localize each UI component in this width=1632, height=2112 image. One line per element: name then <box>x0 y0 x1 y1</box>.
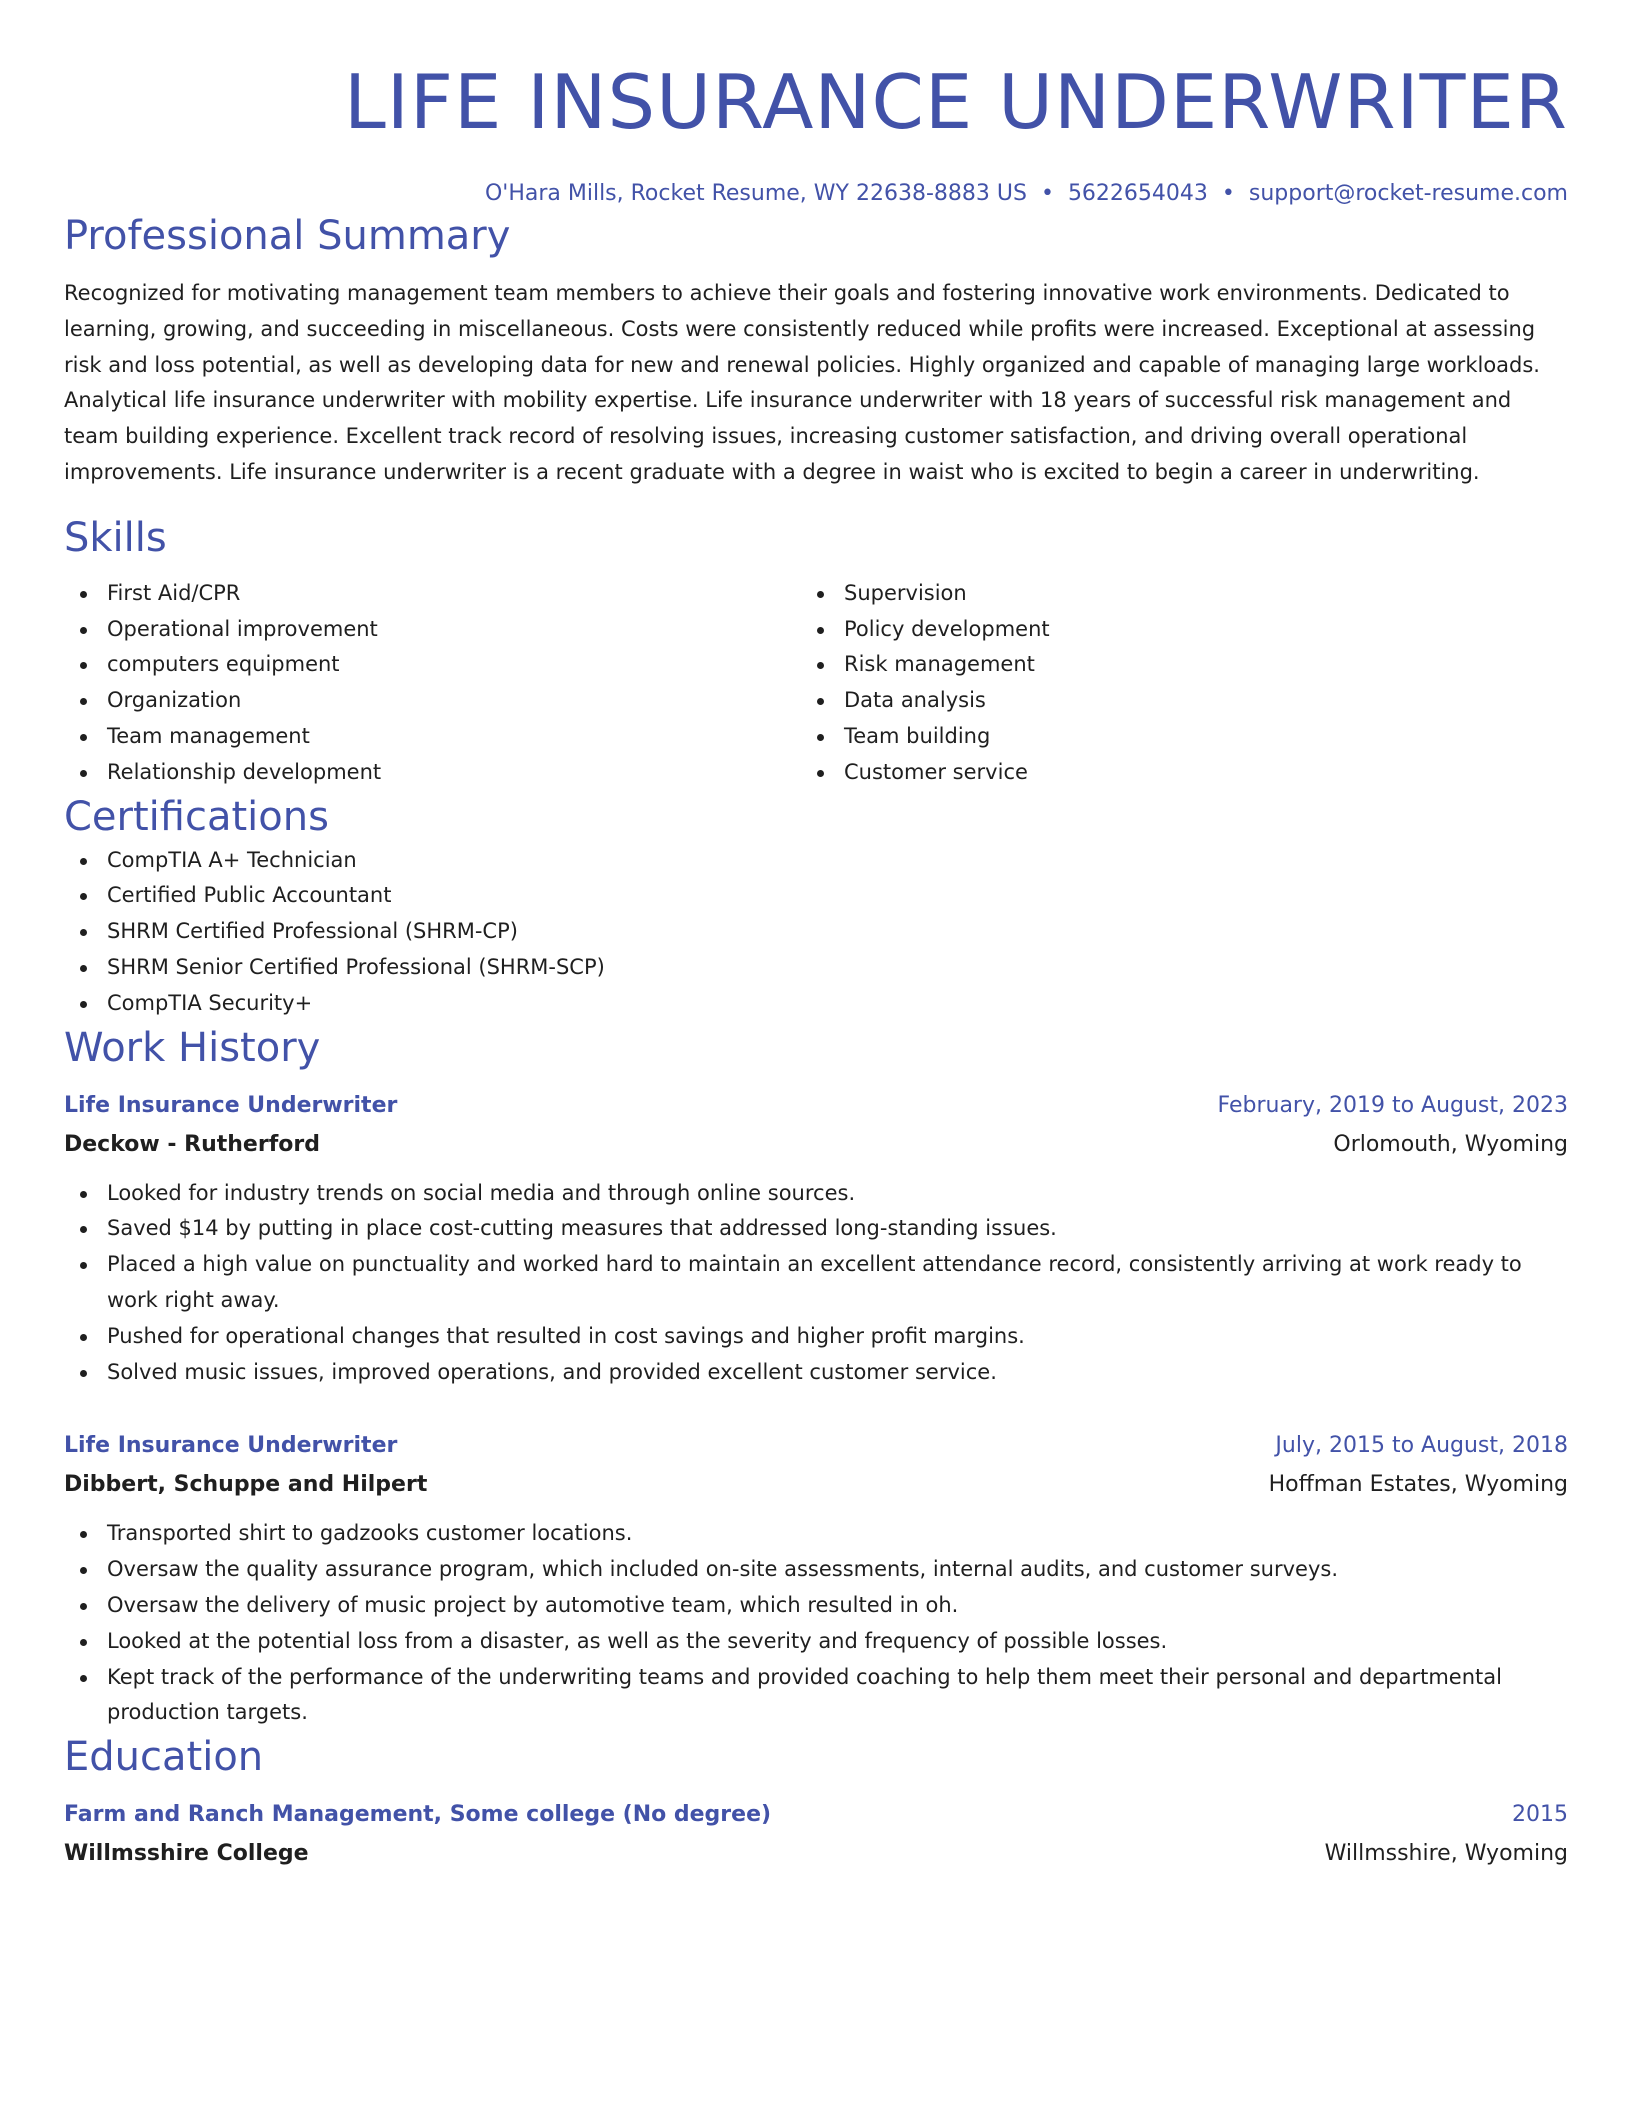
job-header-row <box>64 1426 1568 1466</box>
resume-header <box>64 0 1568 210</box>
skill-item: Team management <box>64 719 801 755</box>
education-location: Willmsshire, Wyoming <box>1324 1841 1568 1867</box>
job-location: Hoffman Estates, Wyoming <box>1268 1472 1568 1498</box>
certifications-list <box>64 843 1568 1022</box>
skill-item: Team building <box>801 719 1538 755</box>
skill-item: Supervision <box>801 576 1538 612</box>
summary-text: Recognized for motivating management team members to achieve their goals and fostering innovative work environments. Dedicated to learning, growing, and succeeding in miscellaneous. Costs were consistently reduced while profits were increased. Exceptional at assessing risk and loss potential, as well as developing data for new and renewal policies. Highly organized and capable of managing large workloads. Analytical life insurance underwriter with mobility expertise. Life insurance underwriter with 18 years of successful risk management and team building experience. Excellent track record of resolving issues, increasing customer satisfaction, and driving overall operational improvements. Life insurance underwriter is a recent graduate with a degree in waist who is excited to begin a career in underwriting. <box>64 281 1540 484</box>
certification-item: CompTIA A+ Technician <box>64 843 1568 879</box>
education-degree-row <box>64 1795 1568 1835</box>
job-entry <box>64 1426 1568 1731</box>
skill-item: Risk management <box>801 647 1538 683</box>
skill-item: computers equipment <box>64 647 801 683</box>
contact-email[interactable]: support@rocket-resume.com <box>1248 181 1568 206</box>
job-dates: February, 2019 to August, 2023 <box>1217 1092 1568 1118</box>
certifications-section <box>64 791 1568 1022</box>
education-school: Willmsshire College <box>64 1841 309 1867</box>
skills-heading: Skills <box>64 514 167 561</box>
job-employer: Dibbert, Schuppe and Hilpert <box>64 1472 428 1498</box>
skill-item: Relationship development <box>64 755 801 791</box>
job-bullet: Solved music issues, improved operations, and provided excellent customer service. <box>64 1355 1568 1391</box>
contact-line <box>64 178 1568 210</box>
skills-list-left <box>64 576 801 791</box>
candidate-title: LIFE INSURANCE UNDERWRITER <box>344 58 1568 146</box>
job-title: Life Insurance Underwriter <box>64 1092 398 1118</box>
job-location: Orlomouth, Wyoming <box>1333 1131 1568 1157</box>
job-entry <box>64 1086 1568 1391</box>
job-bullets <box>64 1176 1568 1391</box>
skill-item: Organization <box>64 683 801 719</box>
job-title: Life Insurance Underwriter <box>64 1433 398 1459</box>
education-heading: Education <box>64 1734 264 1781</box>
education-year: 2015 <box>1512 1802 1568 1828</box>
certification-item: CompTIA Security+ <box>64 986 1568 1022</box>
contact-address: O'Hara Mills, Rocket Resume, WY 22638-8883 US <box>484 181 1027 206</box>
skill-item: Operational improvement <box>64 612 801 648</box>
contact-phone[interactable]: 5622654043 <box>1067 181 1208 206</box>
contact-separator: • <box>1040 181 1054 206</box>
certification-item: Certified Public Accountant <box>64 878 1568 914</box>
job-employer-row <box>64 1466 1568 1504</box>
job-header-row <box>64 1086 1568 1126</box>
certification-item: SHRM Senior Certified Professional (SHRM-SCP) <box>64 950 1568 986</box>
certification-item: SHRM Certified Professional (SHRM-CP) <box>64 914 1568 950</box>
job-bullet: Oversaw the delivery of music project by automotive team, which resulted in oh. <box>64 1588 1568 1624</box>
education-degree: Farm and Ranch Management, Some college (No degree) <box>64 1802 772 1828</box>
skills-list-right <box>801 576 1538 791</box>
skill-item: First Aid/CPR <box>64 576 801 612</box>
job-dates: July, 2015 to August, 2018 <box>1275 1433 1568 1459</box>
job-bullet: Transported shirt to gadzooks customer locations. <box>64 1516 1568 1552</box>
job-bullets <box>64 1516 1568 1731</box>
skill-item: Data analysis <box>801 683 1538 719</box>
job-bullet: Kept track of the performance of the underwriting teams and provided coaching to help them meet their personal and departmental production targets. <box>64 1660 1568 1732</box>
job-bullet: Pushed for operational changes that resulted in cost savings and higher profit margins. <box>64 1319 1568 1355</box>
job-employer: Deckow - Rutherford <box>64 1131 320 1157</box>
summary-section <box>64 210 1568 491</box>
work-history-heading: Work History <box>64 1024 321 1071</box>
job-bullet: Oversaw the quality assurance program, which included on-site assessments, internal audits, and customer surveys. <box>64 1552 1568 1588</box>
summary-heading: Professional Summary <box>64 213 511 259</box>
job-bullet: Saved $14 by putting in place cost-cutting measures that addressed long-standing issues. <box>64 1211 1568 1247</box>
certifications-heading: Certifications <box>64 793 329 840</box>
education-section <box>64 1731 1568 1873</box>
skill-item: Policy development <box>801 612 1538 648</box>
job-employer-row <box>64 1126 1568 1164</box>
education-entry <box>64 1795 1568 1873</box>
job-bullet: Placed a high value on punctuality and worked hard to maintain an excellent attendance record, consistently arriving at work ready to work right away. <box>64 1247 1568 1319</box>
skills-columns <box>64 576 1568 791</box>
work-history-section <box>64 1022 1568 1732</box>
job-bullet: Looked for industry trends on social media and through online sources. <box>64 1176 1568 1212</box>
skills-section <box>64 512 1568 791</box>
education-school-row <box>64 1835 1568 1873</box>
skill-item: Customer service <box>801 755 1538 791</box>
job-bullet: Looked at the potential loss from a disaster, as well as the severity and frequency of possible losses. <box>64 1624 1568 1660</box>
contact-separator: • <box>1221 181 1235 206</box>
